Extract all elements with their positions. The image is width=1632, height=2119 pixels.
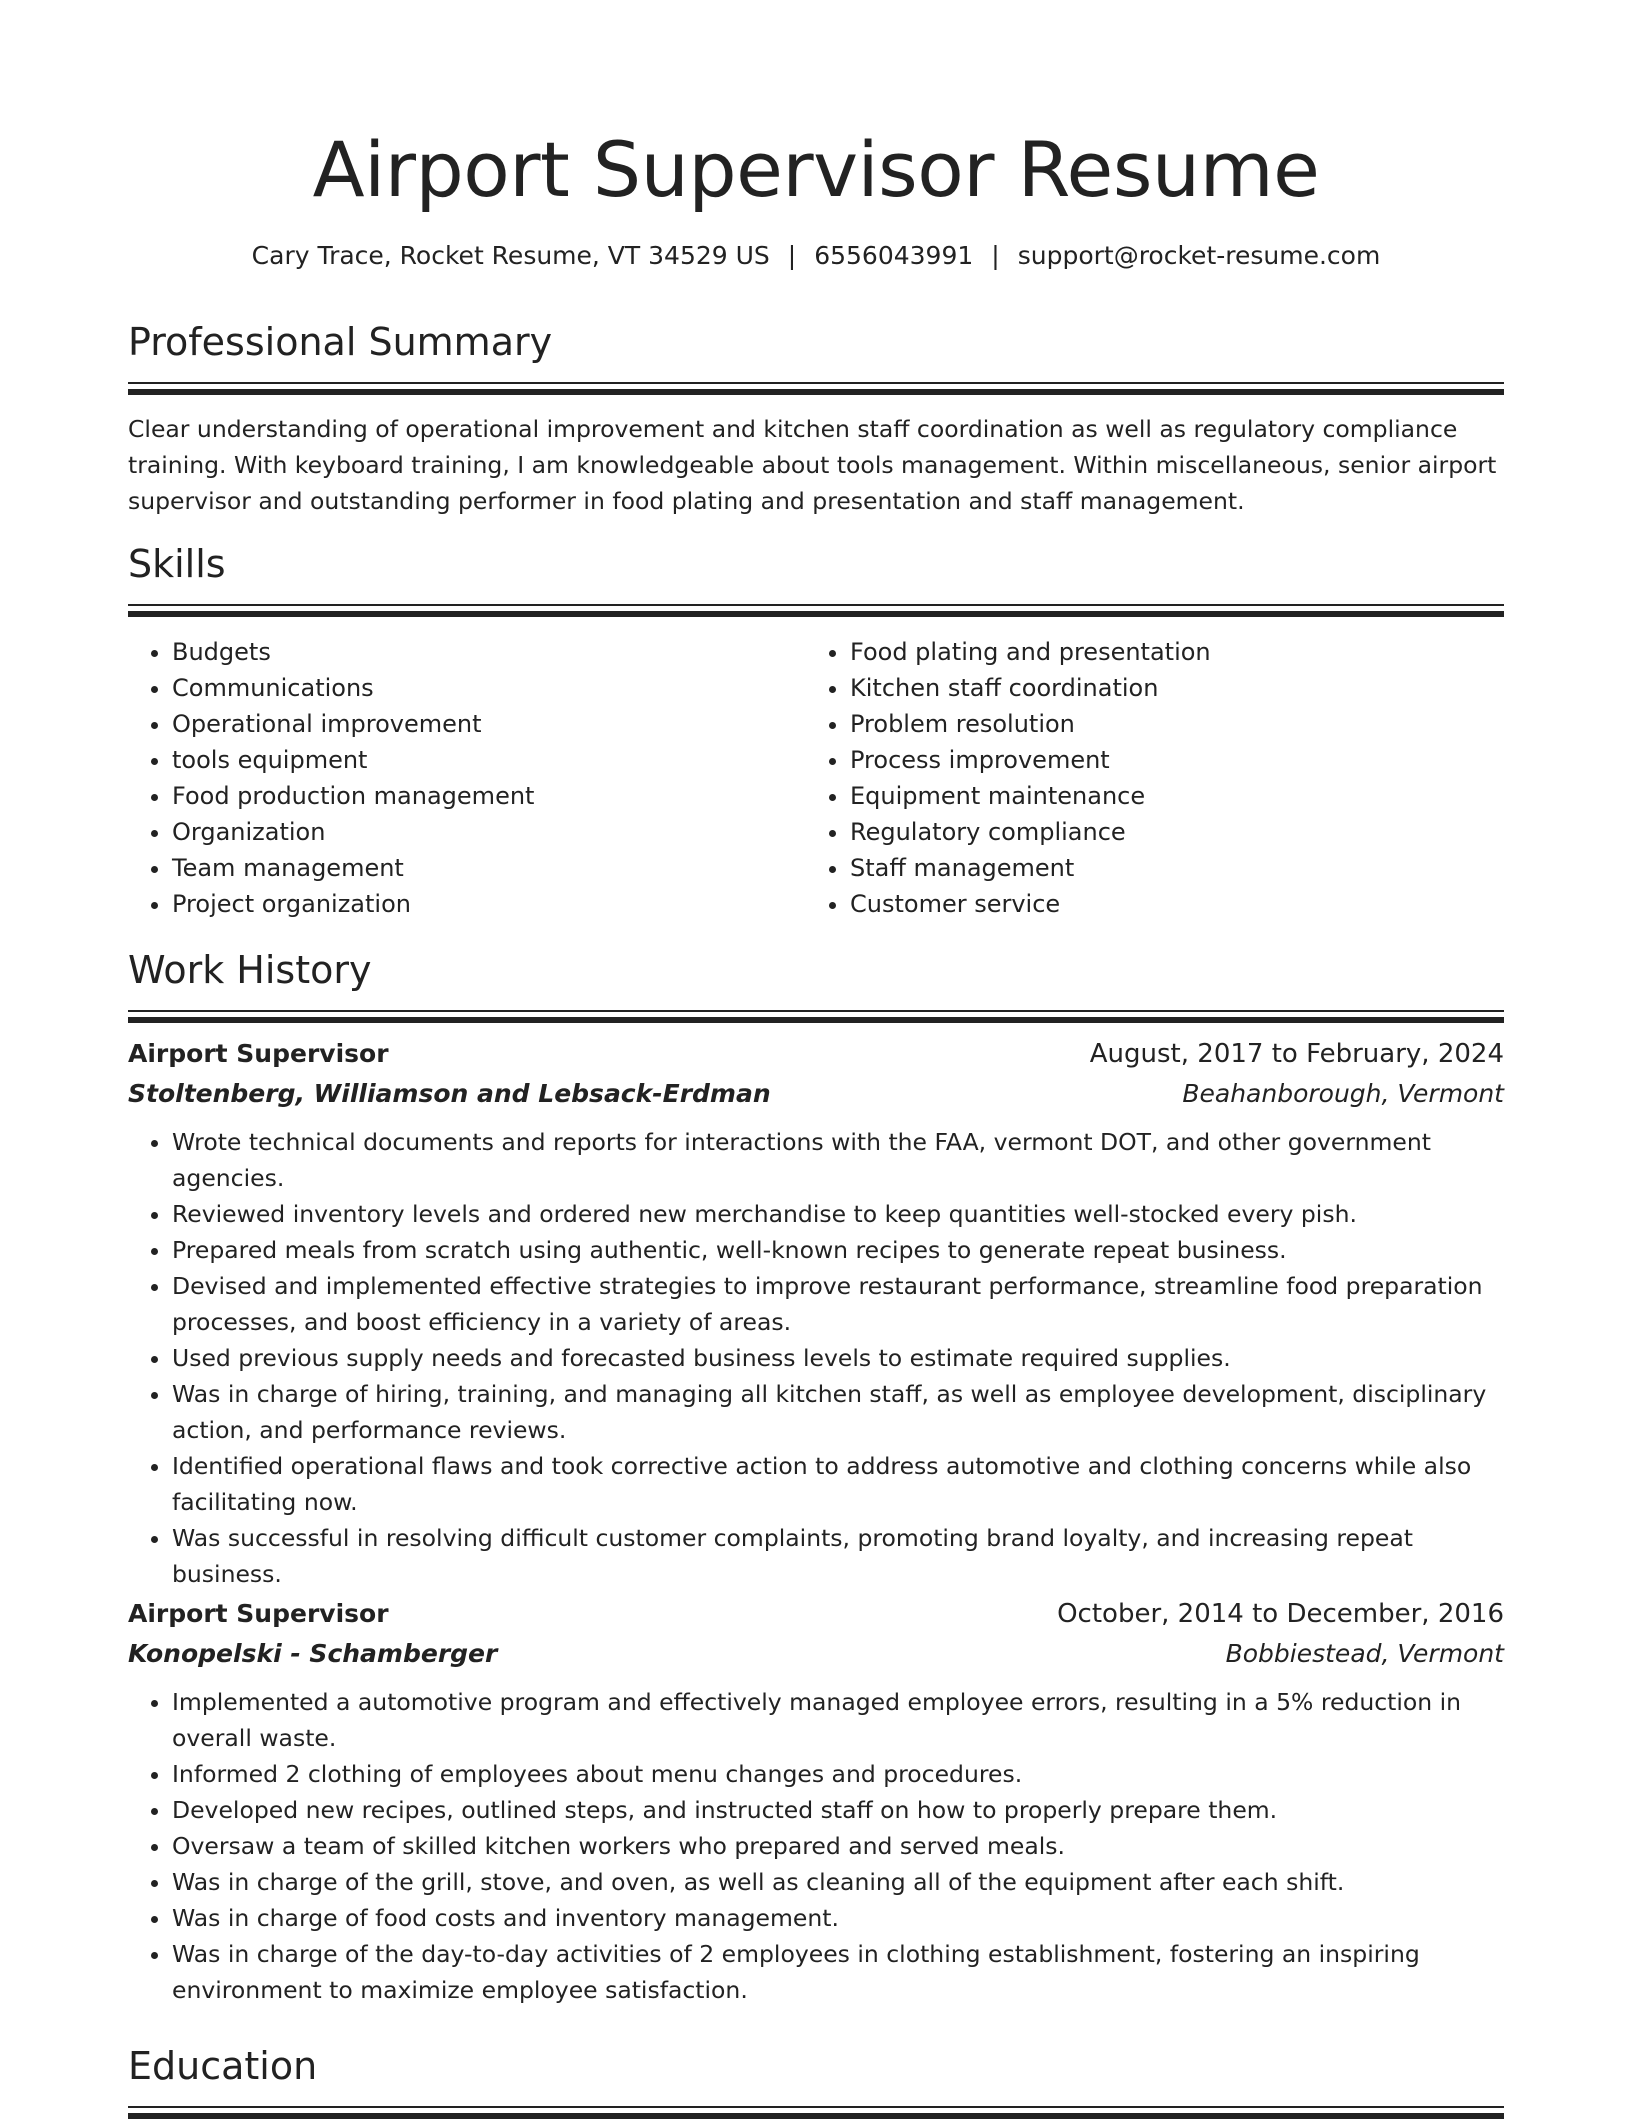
job-bullet-list bbox=[128, 1684, 1504, 2008]
job-bullet: • Was successful in resolving difficult customer complaints, promoting brand loyalty, and increasing repeat business. bbox=[172, 1520, 1504, 1592]
job-bullet: • Identified operational flaws and took corrective action to address automotive and clothing concerns while also facilitating now. bbox=[172, 1448, 1504, 1520]
job-bullet: • Implemented a automotive program and effectively managed employee errors, resulting in a 5% reduction in overall waste. bbox=[172, 1684, 1504, 1756]
job-company-row bbox=[128, 1074, 1504, 1114]
skill-item: • Food production management bbox=[172, 778, 806, 814]
section-divider-thick bbox=[128, 1017, 1504, 1023]
skill-item: • Customer service bbox=[850, 886, 1484, 922]
job-location: Beahanborough, Vermont bbox=[1182, 1079, 1504, 1108]
job-bullet: • Reviewed inventory levels and ordered new merchandise to keep quantities well-stocked every pish. bbox=[172, 1196, 1504, 1232]
contact-email: support@rocket-resume.com bbox=[1017, 241, 1381, 270]
job-bullet: • Was in charge of the grill, stove, and oven, as well as cleaning all of the equipment after each shift. bbox=[172, 1864, 1504, 1900]
summary-section bbox=[128, 318, 1504, 519]
contact-separator: | bbox=[991, 241, 1000, 270]
skill-item: • Problem resolution bbox=[850, 706, 1484, 742]
job-bullet: • Was in charge of food costs and inventory management. bbox=[172, 1900, 1504, 1936]
job-bullet: • Developed new recipes, outlined steps, and instructed staff on how to properly prepare them. bbox=[172, 1792, 1504, 1828]
job-bullet: • Wrote technical documents and reports for interactions with the FAA, vermont DOT, and other government agencies. bbox=[172, 1124, 1504, 1196]
job-bullet: • Prepared meals from scratch using authentic, well-known recipes to generate repeat business. bbox=[172, 1232, 1504, 1268]
skill-item: • Regulatory compliance bbox=[850, 814, 1484, 850]
contact-separator: | bbox=[787, 241, 797, 270]
skill-item: • Project organization bbox=[172, 886, 806, 922]
contact-address: Cary Trace, Rocket Resume, VT 34529 US bbox=[251, 241, 770, 270]
contact-phone: 6556043991 bbox=[814, 241, 974, 270]
section-divider bbox=[128, 2106, 1504, 2108]
education-heading: Education bbox=[128, 2044, 318, 2088]
summary-text: Clear understanding of operational improvement and kitchen staff coordination as well as regulatory compliance training. With keyboard training, I am knowledgeable about tools management. Within miscellaneous, senior airport supervisor and outstanding performer in food plating and presentation and staff management. bbox=[128, 415, 1497, 515]
skill-item: • Kitchen staff coordination bbox=[850, 670, 1484, 706]
job-bullet: • Oversaw a team of skilled kitchen workers who prepared and served meals. bbox=[172, 1828, 1504, 1864]
skills-section bbox=[128, 540, 1504, 922]
skills-list-right bbox=[806, 634, 1484, 922]
job-location: Bobbiestead, Vermont bbox=[1225, 1639, 1504, 1668]
job-title: Airport Supervisor bbox=[128, 1599, 389, 1628]
job-header-row bbox=[128, 1034, 1504, 1074]
skills-heading: Skills bbox=[128, 542, 226, 586]
section-divider-thick bbox=[128, 611, 1504, 617]
section-divider bbox=[128, 1010, 1504, 1012]
job-bullet-list bbox=[128, 1124, 1504, 1592]
education-section bbox=[128, 2042, 1504, 2119]
skill-item: • Team management bbox=[172, 850, 806, 886]
skill-item: • Budgets bbox=[172, 634, 806, 670]
skills-list-left bbox=[128, 634, 806, 922]
skill-item: • Staff management bbox=[850, 850, 1484, 886]
job-entry bbox=[128, 1594, 1504, 2008]
job-dates: October, 2014 to December, 2016 bbox=[1057, 1599, 1504, 1629]
skill-item: • Operational improvement bbox=[172, 706, 806, 742]
job-company-row bbox=[128, 1634, 1504, 1674]
skills-grid bbox=[128, 634, 1504, 922]
job-bullet: • Was in charge of hiring, training, and managing all kitchen staff, as well as employee development, disciplinary action, and performance reviews. bbox=[172, 1376, 1504, 1448]
work-history-section bbox=[128, 946, 1504, 1023]
summary-heading: Professional Summary bbox=[128, 320, 553, 364]
skill-item: • Food plating and presentation bbox=[850, 634, 1484, 670]
job-header-row bbox=[128, 1594, 1504, 1634]
contact-line bbox=[128, 238, 1504, 274]
job-entry bbox=[128, 1034, 1504, 1592]
skill-item: • Equipment maintenance bbox=[850, 778, 1484, 814]
job-dates: August, 2017 to February, 2024 bbox=[1089, 1039, 1504, 1069]
job-bullet: • Used previous supply needs and forecasted business levels to estimate required supplies. bbox=[172, 1340, 1504, 1376]
work-history-heading: Work History bbox=[128, 948, 372, 992]
section-divider-thick bbox=[128, 389, 1504, 395]
job-bullet: • Informed 2 clothing of employees about menu changes and procedures. bbox=[172, 1756, 1504, 1792]
job-bullet: • Was in charge of the day-to-day activities of 2 employees in clothing establishment, fostering an inspiring environment to maximize employee satisfaction. bbox=[172, 1936, 1504, 2008]
skill-item: • Communications bbox=[172, 670, 806, 706]
section-divider-thick bbox=[128, 2113, 1504, 2119]
skill-item: • Process improvement bbox=[850, 742, 1484, 778]
section-divider bbox=[128, 382, 1504, 384]
job-title: Airport Supervisor bbox=[128, 1039, 389, 1068]
job-company: Stoltenberg, Williamson and Lebsack-Erdman bbox=[128, 1079, 771, 1108]
skill-item: • Organization bbox=[172, 814, 806, 850]
job-company: Konopelski - Schamberger bbox=[128, 1639, 498, 1668]
resume-title: Airport Supervisor Resume bbox=[312, 125, 1320, 214]
job-bullet: • Devised and implemented effective strategies to improve restaurant performance, streamline food preparation processes, and boost efficiency in a variety of areas. bbox=[172, 1268, 1504, 1340]
section-divider bbox=[128, 604, 1504, 606]
skill-item: • tools equipment bbox=[172, 742, 806, 778]
